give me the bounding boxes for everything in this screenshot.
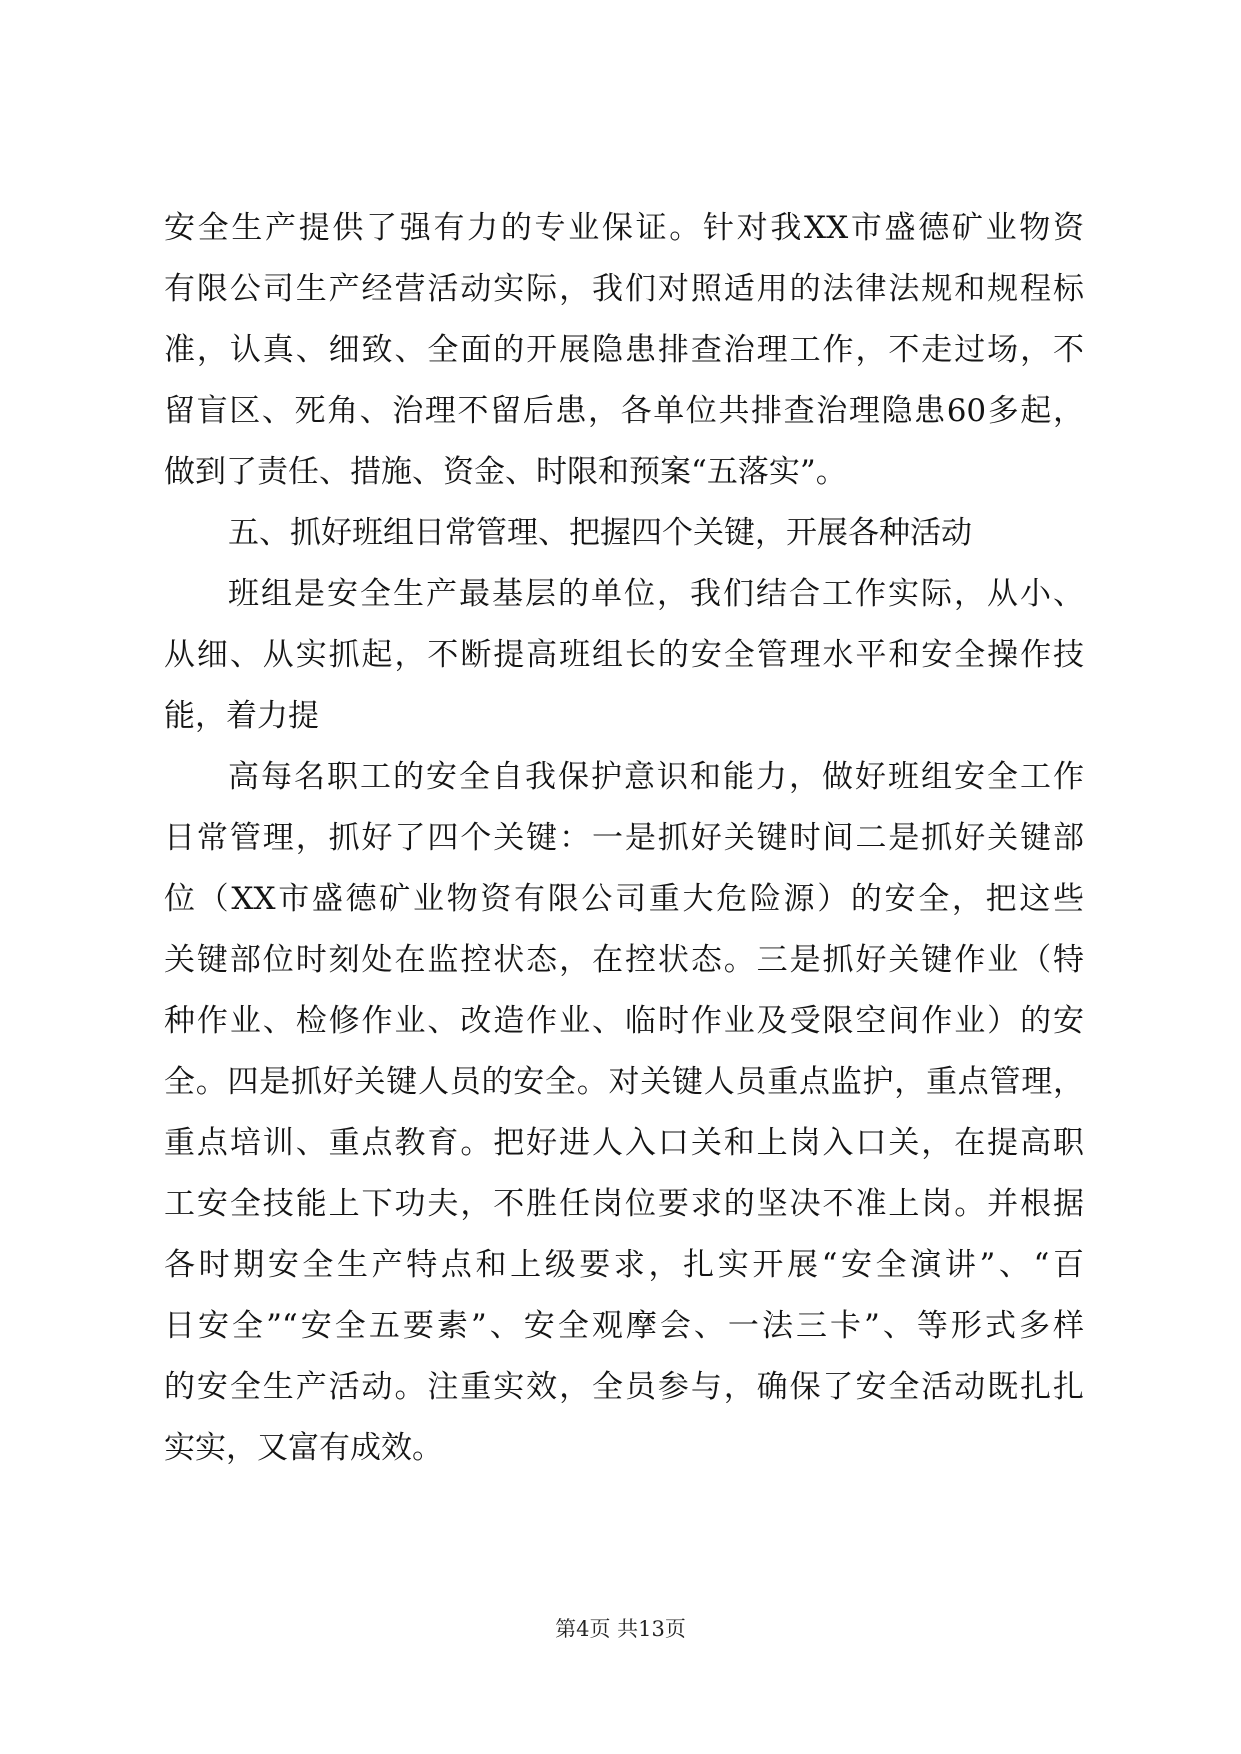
text-line: 安全生产提供了强有力的专业保证。针对我XX市盛德矿业物资 [164,210,1084,246]
text-line: 各时期安全生产特点和上级要求，扎实开展“安全演讲”、“百 [164,1247,1084,1283]
text-line: 关键部位时刻处在监控状态，在控状态。三是抓好关键作业（特 [164,942,1084,978]
text-line: 全。四是抓好关键人员的安全。对关键人员重点监护，重点管理， [164,1064,1084,1100]
section-heading: 五、抓好班组日常管理、把握四个关键，开展各种活动 [228,515,972,551]
text-line: 实实，又富有成效。 [164,1430,443,1466]
text-line: 班组是安全生产最基层的单位，我们结合工作实际，从小、 [228,576,1084,612]
text-line: 留盲区、死角、治理不留后患，各单位共排查治理隐患60多起， [164,393,1084,429]
text-line: 日安全”“安全五要素”、安全观摩会、一法三卡”、等形式多样 [164,1308,1084,1344]
text-line: 有限公司生产经营活动实际，我们对照适用的法律法规和规程标 [164,271,1084,307]
text-line: 重点培训、重点教育。把好进人入口关和上岗入口关，在提高职 [164,1125,1084,1161]
text-line: 从细、从实抓起，不断提高班组长的安全管理水平和安全操作技 [164,637,1084,673]
text-line: 工安全技能上下功夫，不胜任岗位要求的坚决不准上岗。并根据 [164,1186,1084,1222]
document-body [164,198,1084,1479]
text-line: 做到了责任、措施、资金、时限和预案“五落实”。 [164,454,847,490]
text-line: 准，认真、细致、全面的开展隐患排查治理工作，不走过场，不 [164,332,1084,368]
text-line: 高每名职工的安全自我保护意识和能力，做好班组安全工作 [228,759,1084,795]
page-number-footer: 第4页 共13页 [555,1617,686,1641]
text-line: 能，着力提 [164,698,319,734]
text-line: 位（XX市盛德矿业物资有限公司重大危险源）的安全，把这些 [164,881,1084,917]
text-line: 的安全生产活动。注重实效，全员参与，确保了安全活动既扎扎 [164,1369,1084,1405]
text-line: 日常管理，抓好了四个关键：一是抓好关键时间二是抓好关键部 [164,820,1084,856]
text-line: 种作业、检修作业、改造作业、临时作业及受限空间作业）的安 [164,1003,1084,1039]
